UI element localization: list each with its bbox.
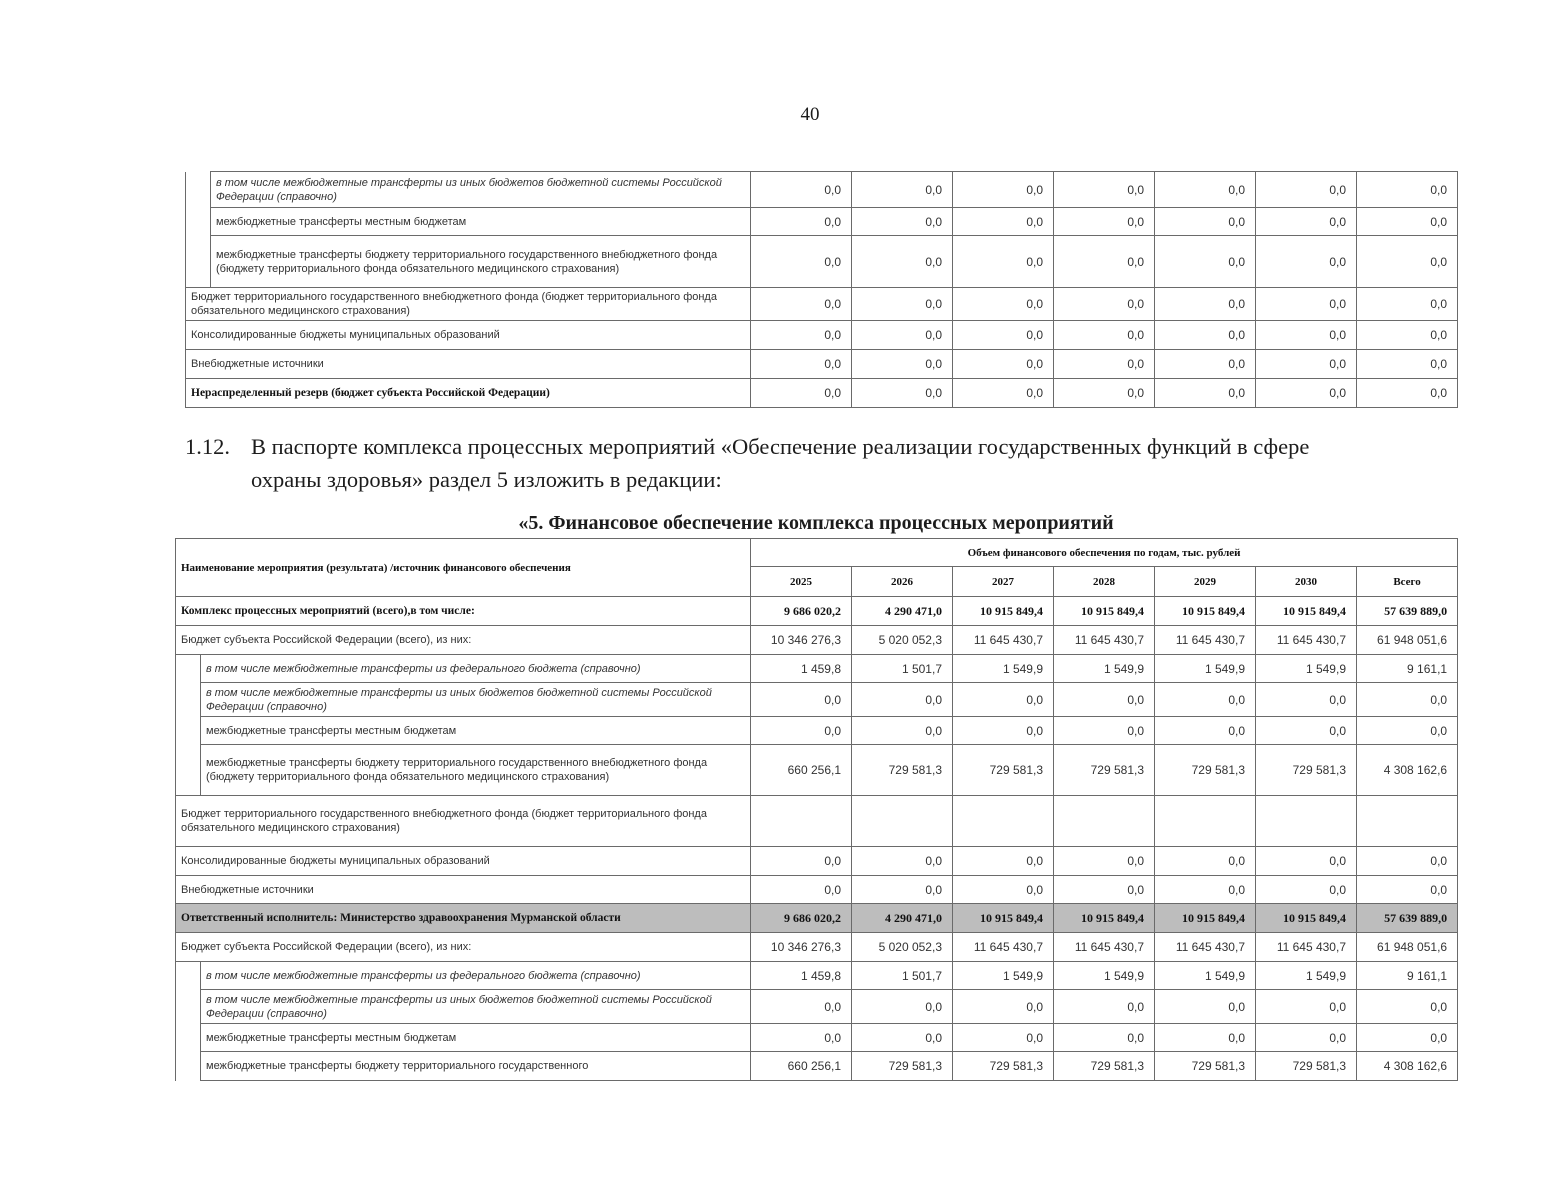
cell-value: 0,0 [1155,717,1256,745]
cell-value [751,796,852,847]
cell-value: 0,0 [852,379,953,408]
row-label: Бюджет субъекта Российской Федерации (всего), из них: [176,933,751,962]
cell-value: 1 501,7 [852,655,953,683]
table-row [176,597,1458,626]
cell-value: 1 549,9 [1256,655,1357,683]
cell-value: 0,0 [751,350,852,379]
cell-value: 0,0 [751,717,852,745]
cell-value: 0,0 [1155,208,1256,236]
cell-value: 0,0 [1357,876,1458,904]
cell-value: 729 581,3 [1054,1052,1155,1081]
paragraph-line-1: В паспорте комплекса процессных мероприятий «Обеспечение реализации государственных функций в сфере [251,434,1310,459]
header-row [176,539,1458,567]
cell-value: 0,0 [1357,717,1458,745]
cell-value: 0,0 [1054,717,1155,745]
cell-value: 0,0 [953,379,1054,408]
table-row [186,172,1458,208]
cell-value: 0,0 [751,379,852,408]
table-row [186,208,1458,236]
year-header: 2026 [852,567,953,597]
cell-value: 0,0 [1357,172,1458,208]
cell-value: 10 346 276,3 [751,626,852,655]
row-label: межбюджетные трансферты местным бюджетам [201,717,751,745]
cell-value: 10 346 276,3 [751,933,852,962]
cell-value: 11 645 430,7 [1054,933,1155,962]
cell-value: 11 645 430,7 [953,933,1054,962]
row-label: в том числе межбюджетные трансферты из иных бюджетов бюджетной системы Российской Федерации (справочно) [201,990,751,1024]
row-label: Бюджет территориального государственного внебюджетного фонда (бюджет территориального фонда обязательного медицинского страхования) [186,288,751,321]
row-label: Бюджет территориального государственного внебюджетного фонда (бюджет территориального фонда обязательного медицинского страхования) [176,796,751,847]
cell-value: 0,0 [1357,379,1458,408]
cell-value: 0,0 [1155,990,1256,1024]
cell-value: 11 645 430,7 [1054,626,1155,655]
cell-value: 1 549,9 [1256,962,1357,990]
cell-value: 0,0 [1256,876,1357,904]
cell-value: 0,0 [751,847,852,876]
cell-value: 0,0 [1054,1024,1155,1052]
table-row [186,350,1458,379]
cell-value: 1 549,9 [953,655,1054,683]
cell-value: 0,0 [953,990,1054,1024]
cell-value: 0,0 [1155,236,1256,288]
cell-value: 61 948 051,6 [1357,933,1458,962]
cell-value: 0,0 [751,876,852,904]
cell-value: 0,0 [852,208,953,236]
cell-value: 0,0 [751,288,852,321]
table-row [176,683,1458,717]
row-label: Комплекс процессных мероприятий (всего),в том числе: [176,597,751,626]
table-row [176,933,1458,962]
cell-value: 0,0 [1357,288,1458,321]
cell-value: 5 020 052,3 [852,933,953,962]
cell-value: 660 256,1 [751,1052,852,1081]
cell-value: 0,0 [852,172,953,208]
cell-value: 0,0 [1155,847,1256,876]
year-header: 2028 [1054,567,1155,597]
paragraph-1-12 [185,430,1439,496]
table-row [176,796,1458,847]
cell-value: 0,0 [953,350,1054,379]
cell-value: 0,0 [1054,236,1155,288]
row-label: межбюджетные трансферты местным бюджетам [211,208,751,236]
row-label: межбюджетные трансферты бюджету территориального государственного [201,1052,751,1081]
cell-value: 0,0 [852,350,953,379]
cell-value: 0,0 [1054,990,1155,1024]
cell-value: 0,0 [1256,717,1357,745]
cell-value: 0,0 [1256,379,1357,408]
table-row [176,962,1458,990]
cell-value: 1 549,9 [1155,655,1256,683]
table-row [186,321,1458,350]
row-label: Бюджет субъекта Российской Федерации (всего), из них: [176,626,751,655]
cell-value: 0,0 [1357,321,1458,350]
cell-value: 0,0 [1357,208,1458,236]
cell-value: 0,0 [1155,1024,1256,1052]
cell-value: 0,0 [1054,847,1155,876]
cell-value: 1 549,9 [1155,962,1256,990]
financing-table [175,538,1458,1081]
cell-value: 0,0 [953,876,1054,904]
cell-value: 11 645 430,7 [1256,626,1357,655]
cell-value: 11 645 430,7 [953,626,1054,655]
table-row [176,847,1458,876]
cell-value: 729 581,3 [1155,1052,1256,1081]
cell-value: 0,0 [852,288,953,321]
paragraph-line-2: охраны здоровья» раздел 5 изложить в редакции: [251,467,722,492]
year-header: Всего [1357,567,1458,597]
row-label: Консолидированные бюджеты муниципальных образований [186,321,751,350]
row-label: в том числе межбюджетные трансферты из федерального бюджета (справочно) [201,962,751,990]
cell-value: 11 645 430,7 [1155,626,1256,655]
cell-value: 10 915 849,4 [1155,904,1256,933]
cell-value: 0,0 [1155,683,1256,717]
cell-value: 11 645 430,7 [1256,933,1357,962]
cell-value: 0,0 [1256,990,1357,1024]
cell-value: 57 639 889,0 [1357,597,1458,626]
cell-value: 0,0 [1256,350,1357,379]
cell-value: 1 501,7 [852,962,953,990]
cell-value: 10 915 849,4 [953,597,1054,626]
cell-value: 0,0 [1256,236,1357,288]
table-row [186,236,1458,288]
cell-value: 0,0 [1054,350,1155,379]
cell-value: 0,0 [1155,350,1256,379]
cell-value: 0,0 [953,208,1054,236]
cell-value: 729 581,3 [1256,1052,1357,1081]
cell-value: 0,0 [852,717,953,745]
cell-value: 0,0 [1054,876,1155,904]
row-label: межбюджетные трансферты бюджету территориального государственного внебюджетного фонда (бюджету территориального фонда обязательного медицинского страхования) [201,745,751,796]
cell-value: 0,0 [1054,379,1155,408]
cell-value: 0,0 [852,990,953,1024]
cell-value: 9 161,1 [1357,962,1458,990]
table-row [176,745,1458,796]
year-header: 2029 [1155,567,1256,597]
cell-value: 729 581,3 [1155,745,1256,796]
cell-value: 729 581,3 [1054,745,1155,796]
cell-value: 0,0 [1357,350,1458,379]
year-header: 2030 [1256,567,1357,597]
row-label: Внебюджетные источники [176,876,751,904]
cell-value: 0,0 [1256,321,1357,350]
cell-value: 0,0 [852,1024,953,1052]
cell-value: 0,0 [1357,990,1458,1024]
cell-value: 1 549,9 [1054,962,1155,990]
cell-value: 0,0 [953,172,1054,208]
cell-value: 4 308 162,6 [1357,745,1458,796]
row-label: Консолидированные бюджеты муниципальных образований [176,847,751,876]
table-row [176,990,1458,1024]
cell-value: 0,0 [1155,288,1256,321]
cell-value: 4 308 162,6 [1357,1052,1458,1081]
cell-value: 0,0 [1155,172,1256,208]
cell-value: 4 290 471,0 [852,904,953,933]
cell-value: 0,0 [953,1024,1054,1052]
header-name: Наименование мероприятия (результата) /источник финансового обеспечения [176,539,751,597]
cell-value: 0,0 [953,847,1054,876]
cell-value: 1 549,9 [1054,655,1155,683]
cell-value: 10 915 849,4 [1155,597,1256,626]
cell-value: 0,0 [852,236,953,288]
cell-value: 0,0 [1357,236,1458,288]
cell-value: 729 581,3 [953,745,1054,796]
cell-value: 4 290 471,0 [852,597,953,626]
cell-value: 0,0 [1357,683,1458,717]
cell-value: 0,0 [1256,847,1357,876]
table-row-highlighted [176,904,1458,933]
cell-value [852,796,953,847]
table-row [176,1024,1458,1052]
cell-value: 10 915 849,4 [1256,597,1357,626]
cell-value: 10 915 849,4 [1054,904,1155,933]
cell-value: 10 915 849,4 [953,904,1054,933]
cell-value [1155,796,1256,847]
cell-value: 0,0 [1256,1024,1357,1052]
cell-value: 0,0 [1054,208,1155,236]
cell-value: 0,0 [1155,321,1256,350]
cell-value: 0,0 [1256,208,1357,236]
cell-value [1054,796,1155,847]
cell-value [1256,796,1357,847]
table-row [186,379,1458,408]
cell-value: 57 639 889,0 [1357,904,1458,933]
row-label: Нераспределенный резерв (бюджет субъекта Российской Федерации) [186,379,751,408]
cell-value: 660 256,1 [751,745,852,796]
cell-value: 0,0 [852,847,953,876]
cell-value: 0,0 [953,717,1054,745]
cell-value: 0,0 [852,321,953,350]
cell-value: 0,0 [751,236,852,288]
cell-value: 0,0 [751,321,852,350]
table-row [176,1052,1458,1081]
cell-value: 0,0 [1256,172,1357,208]
row-label: в том числе межбюджетные трансферты из федерального бюджета (справочно) [201,655,751,683]
cell-value: 1 459,8 [751,962,852,990]
cell-value: 10 915 849,4 [1054,597,1155,626]
cell-value [953,796,1054,847]
cell-value [1357,796,1458,847]
cell-value: 0,0 [1054,683,1155,717]
cell-value: 729 581,3 [852,1052,953,1081]
cell-value: 0,0 [751,1024,852,1052]
cell-value: 729 581,3 [953,1052,1054,1081]
row-label: Ответственный исполнитель: Министерство здравоохранения Мурманской области [176,904,751,933]
cell-value: 0,0 [1155,379,1256,408]
row-label: в том числе межбюджетные трансферты из иных бюджетов бюджетной системы Российской Федерации (справочно) [211,172,751,208]
cell-value: 0,0 [1357,1024,1458,1052]
cell-value: 0,0 [953,236,1054,288]
header-volume: Объем финансового обеспечения по годам, тыс. рублей [751,539,1458,567]
cell-value: 11 645 430,7 [1155,933,1256,962]
cell-value: 0,0 [1256,683,1357,717]
cell-value: 0,0 [953,321,1054,350]
table-row [176,717,1458,745]
cell-value: 10 915 849,4 [1256,904,1357,933]
cell-value: 0,0 [1155,876,1256,904]
page-number: 40 [800,104,820,125]
row-label: Внебюджетные источники [186,350,751,379]
row-label: межбюджетные трансферты местным бюджетам [201,1024,751,1052]
financing-table-continued [185,171,1458,408]
cell-value: 0,0 [953,683,1054,717]
cell-value: 5 020 052,3 [852,626,953,655]
section-title: «5. Финансовое обеспечение комплекса процессных мероприятий [518,512,1114,534]
cell-value: 729 581,3 [1256,745,1357,796]
row-label: в том числе межбюджетные трансферты из иных бюджетов бюджетной системы Российской Федерации (справочно) [201,683,751,717]
row-label: межбюджетные трансферты бюджету территориального государственного внебюджетного фонда (бюджету территориального фонда обязательного медицинского страхования) [211,236,751,288]
cell-value: 9 686 020,2 [751,904,852,933]
paragraph-number: 1.12. [185,434,230,459]
cell-value: 0,0 [751,208,852,236]
table-row [176,876,1458,904]
cell-value: 1 549,9 [953,962,1054,990]
cell-value: 61 948 051,6 [1357,626,1458,655]
cell-value: 0,0 [751,683,852,717]
cell-value: 0,0 [1256,288,1357,321]
table-row [176,655,1458,683]
cell-value: 729 581,3 [852,745,953,796]
cell-value: 9 161,1 [1357,655,1458,683]
table-row [176,626,1458,655]
cell-value: 9 686 020,2 [751,597,852,626]
cell-value: 0,0 [1054,288,1155,321]
cell-value: 0,0 [1054,172,1155,208]
cell-value: 1 459,8 [751,655,852,683]
cell-value: 0,0 [852,683,953,717]
cell-value: 0,0 [1054,321,1155,350]
cell-value: 0,0 [1357,847,1458,876]
cell-value: 0,0 [751,172,852,208]
cell-value: 0,0 [852,876,953,904]
cell-value: 0,0 [751,990,852,1024]
table-row [186,288,1458,321]
cell-value: 0,0 [953,288,1054,321]
year-header: 2025 [751,567,852,597]
year-header: 2027 [953,567,1054,597]
